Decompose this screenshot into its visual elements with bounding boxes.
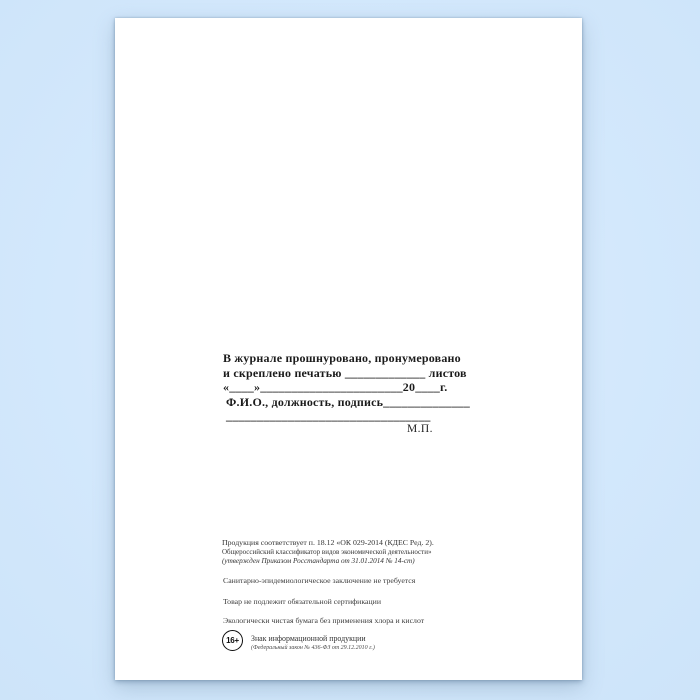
sanitary-statement: Санитарно-эпидемиологическое заключение не требуется — [223, 576, 416, 585]
federal-law-note: (Федеральный закон № 436-ФЗ от 29.12.2010 г.) — [251, 644, 375, 651]
eco-paper-statement: Экологически чистая бумага без применения хлора и кислот — [223, 616, 425, 625]
binding-line-4: Ф.И.О., должность, подпись______________ — [226, 394, 470, 409]
age-rating-16plus-icon: 16+ — [222, 630, 243, 651]
product-classification-block — [222, 538, 434, 566]
binding-line-2: и скреплено печатью _____________ листов — [223, 365, 467, 380]
binding-line-3: «____»_______________________20____г. — [223, 380, 448, 394]
certification-statement: Товар не подлежит обязательной сертификации — [223, 597, 381, 606]
classification-line-3: (утвержден Приказом Росстандарта от 31.01.2014 № 14-ст) — [222, 556, 415, 565]
information-product-mark-label: Знак информационной продукции — [251, 634, 366, 643]
binding-line-1: В журнале прошнуровано, пронумеровано — [223, 351, 461, 365]
binding-certification-block — [223, 351, 470, 424]
binding-line-5: _________________________________ — [226, 409, 431, 423]
classification-line-1: Продукция соответствует п. 18.12 «ОК 029-2014 (КДЕС Ред. 2). — [222, 538, 434, 547]
journal-back-page — [115, 18, 582, 680]
stamp-place-label: М.П. — [407, 423, 433, 435]
classification-line-2: Общероссийский классификатор видов экономической деятельности» — [222, 547, 432, 556]
